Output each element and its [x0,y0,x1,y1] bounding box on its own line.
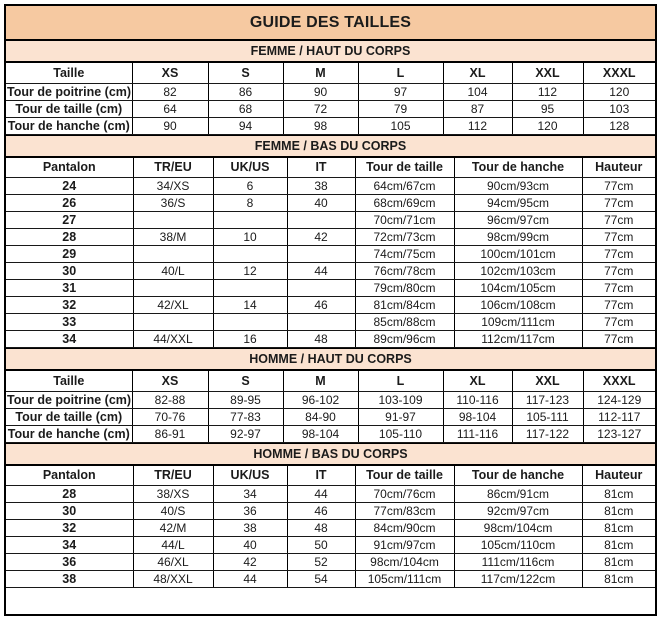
row-label: 27 [6,212,133,229]
size-guide-table [4,4,657,616]
section-header-femme-bas: FEMME / BAS DU CORPS [6,135,655,158]
table-cell: 36/S [133,195,213,212]
table-cell: 81cm [582,571,655,588]
row-label: 28 [6,486,133,503]
row-label: 36 [6,554,133,571]
table-cell [133,280,213,297]
table-cell: 90cm/93cm [454,178,582,195]
table-row [6,425,655,442]
table-row [6,503,655,520]
table-cell: 77cm [582,229,655,246]
table-cell: 103-109 [358,391,443,408]
table-cell: 98-104 [443,408,512,425]
table-cell [287,246,355,263]
table-cell: 91cm/97cm [355,537,454,554]
table-cell: 104cm/105cm [454,280,582,297]
table-cell: 112-117 [583,408,655,425]
table-cell: 77cm [582,331,655,348]
table-cell: 98cm/99cm [454,229,582,246]
table-row [6,178,655,195]
table-cell: 64cm/67cm [355,178,454,195]
table-cell: 48 [287,331,355,348]
row-label: 29 [6,246,133,263]
table-cell [287,212,355,229]
column-header-homme-bas-1: TR/EU [133,466,213,486]
row-label: 30 [6,263,133,280]
table-cell: 98cm/104cm [454,520,582,537]
table-cell: 44 [213,571,287,588]
table-cell: 52 [287,554,355,571]
row-label: 38 [6,571,133,588]
table-row [6,297,655,314]
table-cell: 70-76 [132,408,208,425]
table-femme-haut [6,63,655,135]
sections-container [6,41,655,588]
table-cell: 110-116 [443,391,512,408]
table-cell: 81cm [582,486,655,503]
table-cell: 117-122 [512,425,583,442]
table-cell: 46 [287,503,355,520]
table-row [6,246,655,263]
row-label: 33 [6,314,133,331]
table-cell: 46/XL [133,554,213,571]
table-cell: 81cm [582,520,655,537]
table-cell: 48 [287,520,355,537]
column-header-homme-bas-6: Hauteur [582,466,655,486]
table-row [6,331,655,348]
table-cell [213,246,287,263]
table-cell: 44 [287,486,355,503]
table-cell: 120 [583,83,655,100]
table-cell: 97 [358,83,443,100]
table-cell: 104 [443,83,512,100]
table-cell: 95 [512,100,583,117]
table-row [6,195,655,212]
table-row [6,391,655,408]
column-header-femme-haut-6: XXL [512,63,583,83]
table-cell: 111-116 [443,425,512,442]
table-cell: 40/L [133,263,213,280]
column-header-homme-haut-0: Taille [6,371,132,391]
table-cell: 117cm/122cm [454,571,582,588]
table-cell: 8 [213,195,287,212]
table-cell: 91-97 [358,408,443,425]
table-cell: 77cm [582,212,655,229]
table-row [6,229,655,246]
table-cell: 100cm/101cm [454,246,582,263]
row-label: Tour de poitrine (cm) [7,84,132,99]
table-cell: 70cm/71cm [355,212,454,229]
table-cell: 70cm/76cm [355,486,454,503]
row-label: Tour de poitrine (cm) [7,392,132,407]
table-cell: 82-88 [132,391,208,408]
table-cell: 38 [213,520,287,537]
table-cell [213,212,287,229]
table-homme-bas [6,466,655,589]
table-cell [213,280,287,297]
table-cell: 79cm/80cm [355,280,454,297]
table-cell: 105cm/111cm [355,571,454,588]
guide-title: GUIDE DES TAILLES [6,6,655,41]
table-cell: 86 [208,83,283,100]
table-cell [287,314,355,331]
table-cell: 112cm/117cm [454,331,582,348]
table-cell: 85cm/88cm [355,314,454,331]
table-cell: 12 [213,263,287,280]
table-row [6,486,655,503]
table-cell: 44/XXL [133,331,213,348]
table-row [6,280,655,297]
table-cell: 105-111 [512,408,583,425]
table-cell: 36 [213,503,287,520]
table-cell: 42/XL [133,297,213,314]
table-cell: 38 [287,178,355,195]
row-label: 24 [6,178,133,195]
column-header-homme-bas-2: UK/US [213,466,287,486]
row-label: Tour de hanche (cm) [6,117,132,134]
table-row [6,117,655,134]
table-cell: 94cm/95cm [454,195,582,212]
column-header-femme-haut-7: XXXL [583,63,655,83]
table-cell: 77cm [582,178,655,195]
table-cell: 98cm/104cm [355,554,454,571]
table-cell: 42 [287,229,355,246]
table-cell: 94 [208,117,283,134]
table-cell: 105 [358,117,443,134]
table-cell: 96cm/97cm [454,212,582,229]
column-header-femme-bas-4: Tour de taille [355,158,454,178]
column-header-homme-haut-3: M [283,371,358,391]
table-cell: 77cm [582,280,655,297]
table-cell: 103 [583,100,655,117]
table-cell: 106cm/108cm [454,297,582,314]
table-cell [133,314,213,331]
column-header-femme-bas-6: Hauteur [582,158,655,178]
table-cell: 92cm/97cm [454,503,582,520]
table-cell: 38/XS [133,486,213,503]
table-cell: 112 [512,83,583,100]
column-header-femme-bas-2: UK/US [213,158,287,178]
table-cell: 6 [213,178,287,195]
column-header-homme-haut-6: XXL [512,371,583,391]
table-cell: 112 [443,117,512,134]
table-cell: 68cm/69cm [355,195,454,212]
column-header-femme-haut-4: L [358,63,443,83]
table-femme-bas [6,158,655,349]
table-row [6,537,655,554]
table-cell: 34/XS [133,178,213,195]
table-cell: 79 [358,100,443,117]
table-row [6,83,655,100]
table-cell [133,246,213,263]
table-cell [213,314,287,331]
table-cell: 105cm/110cm [454,537,582,554]
table-cell: 46 [287,297,355,314]
table-cell: 81cm [582,554,655,571]
table-row [6,314,655,331]
table-cell: 40/S [133,503,213,520]
table-cell: 89cm/96cm [355,331,454,348]
column-header-femme-haut-1: XS [132,63,208,83]
table-cell: 89-95 [208,391,283,408]
table-cell: 44 [287,263,355,280]
column-header-homme-haut-5: XL [443,371,512,391]
table-row [6,571,655,588]
column-header-femme-bas-3: IT [287,158,355,178]
table-cell: 74cm/75cm [355,246,454,263]
table-cell: 102cm/103cm [454,263,582,280]
table-row [6,212,655,229]
table-cell: 105-110 [358,425,443,442]
table-cell: 77cm [582,246,655,263]
table-cell: 77cm/83cm [355,503,454,520]
section-header-homme-haut: HOMME / HAUT DU CORPS [6,348,655,371]
table-cell: 77cm [582,195,655,212]
table-cell: 44/L [133,537,213,554]
table-homme-haut [6,371,655,443]
table-cell: 86cm/91cm [454,486,582,503]
table-cell: 111cm/116cm [454,554,582,571]
table-cell: 76cm/78cm [355,263,454,280]
table-cell: 81cm [582,503,655,520]
column-header-homme-bas-4: Tour de taille [355,466,454,486]
column-header-homme-haut-4: L [358,371,443,391]
table-cell: 82 [132,83,208,100]
table-cell: 84-90 [283,408,358,425]
table-cell: 77-83 [208,408,283,425]
column-header-femme-haut-5: XL [443,63,512,83]
table-cell: 42/M [133,520,213,537]
column-header-femme-bas-0: Pantalon [6,158,133,178]
column-header-homme-bas-3: IT [287,466,355,486]
table-cell: 86-91 [132,425,208,442]
row-label: Tour de taille (cm) [6,100,132,117]
table-cell: 77cm [582,263,655,280]
table-cell: 81cm [582,537,655,554]
table-cell: 72 [283,100,358,117]
row-label: 30 [6,503,133,520]
table-cell [287,280,355,297]
table-cell: 128 [583,117,655,134]
table-cell: 16 [213,331,287,348]
table-cell: 96-102 [283,391,358,408]
table-row [6,554,655,571]
row-label: 31 [6,280,133,297]
table-cell: 98 [283,117,358,134]
header-row [6,158,655,178]
table-cell: 124-129 [583,391,655,408]
table-cell: 50 [287,537,355,554]
column-header-homme-haut-2: S [208,371,283,391]
row-label: 32 [6,297,133,314]
table-cell: 34 [213,486,287,503]
table-cell: 92-97 [208,425,283,442]
table-cell: 68 [208,100,283,117]
column-header-homme-haut-1: XS [132,371,208,391]
table-cell: 120 [512,117,583,134]
section-header-femme-haut: FEMME / HAUT DU CORPS [6,41,655,63]
section-header-homme-bas: HOMME / BAS DU CORPS [6,443,655,466]
column-header-femme-haut-0: Taille [6,63,132,83]
column-header-femme-bas-1: TR/EU [133,158,213,178]
column-header-homme-haut-7: XXXL [583,371,655,391]
table-cell: 14 [213,297,287,314]
row-label: 34 [6,331,133,348]
table-cell: 87 [443,100,512,117]
table-cell: 48/XXL [133,571,213,588]
column-header-homme-bas-5: Tour de hanche [454,466,582,486]
header-row [6,63,655,83]
column-header-femme-haut-3: M [283,63,358,83]
table-row [6,100,655,117]
row-label: Tour de hanche (cm) [6,425,132,442]
table-cell [133,212,213,229]
table-cell: 40 [213,537,287,554]
table-cell: 90 [132,117,208,134]
header-row [6,371,655,391]
row-label: 32 [6,520,133,537]
table-cell: 81cm/84cm [355,297,454,314]
table-cell: 64 [132,100,208,117]
row-label: 34 [6,537,133,554]
table-cell: 77cm [582,297,655,314]
row-label: 28 [6,229,133,246]
table-row [6,520,655,537]
table-cell: 109cm/111cm [454,314,582,331]
row-label: Tour de taille (cm) [6,408,132,425]
table-cell: 123-127 [583,425,655,442]
table-cell: 38/M [133,229,213,246]
table-row [6,263,655,280]
table-cell: 84cm/90cm [355,520,454,537]
column-header-femme-bas-5: Tour de hanche [454,158,582,178]
table-cell: 40 [287,195,355,212]
table-row [6,408,655,425]
table-cell: 72cm/73cm [355,229,454,246]
table-cell: 42 [213,554,287,571]
table-cell: 90 [283,83,358,100]
table-cell: 117-123 [512,391,583,408]
table-cell: 54 [287,571,355,588]
table-cell: 98-104 [283,425,358,442]
table-cell: 10 [213,229,287,246]
column-header-homme-bas-0: Pantalon [6,466,133,486]
header-row [6,466,655,486]
row-label: 26 [6,195,133,212]
column-header-femme-haut-2: S [208,63,283,83]
table-cell: 77cm [582,314,655,331]
